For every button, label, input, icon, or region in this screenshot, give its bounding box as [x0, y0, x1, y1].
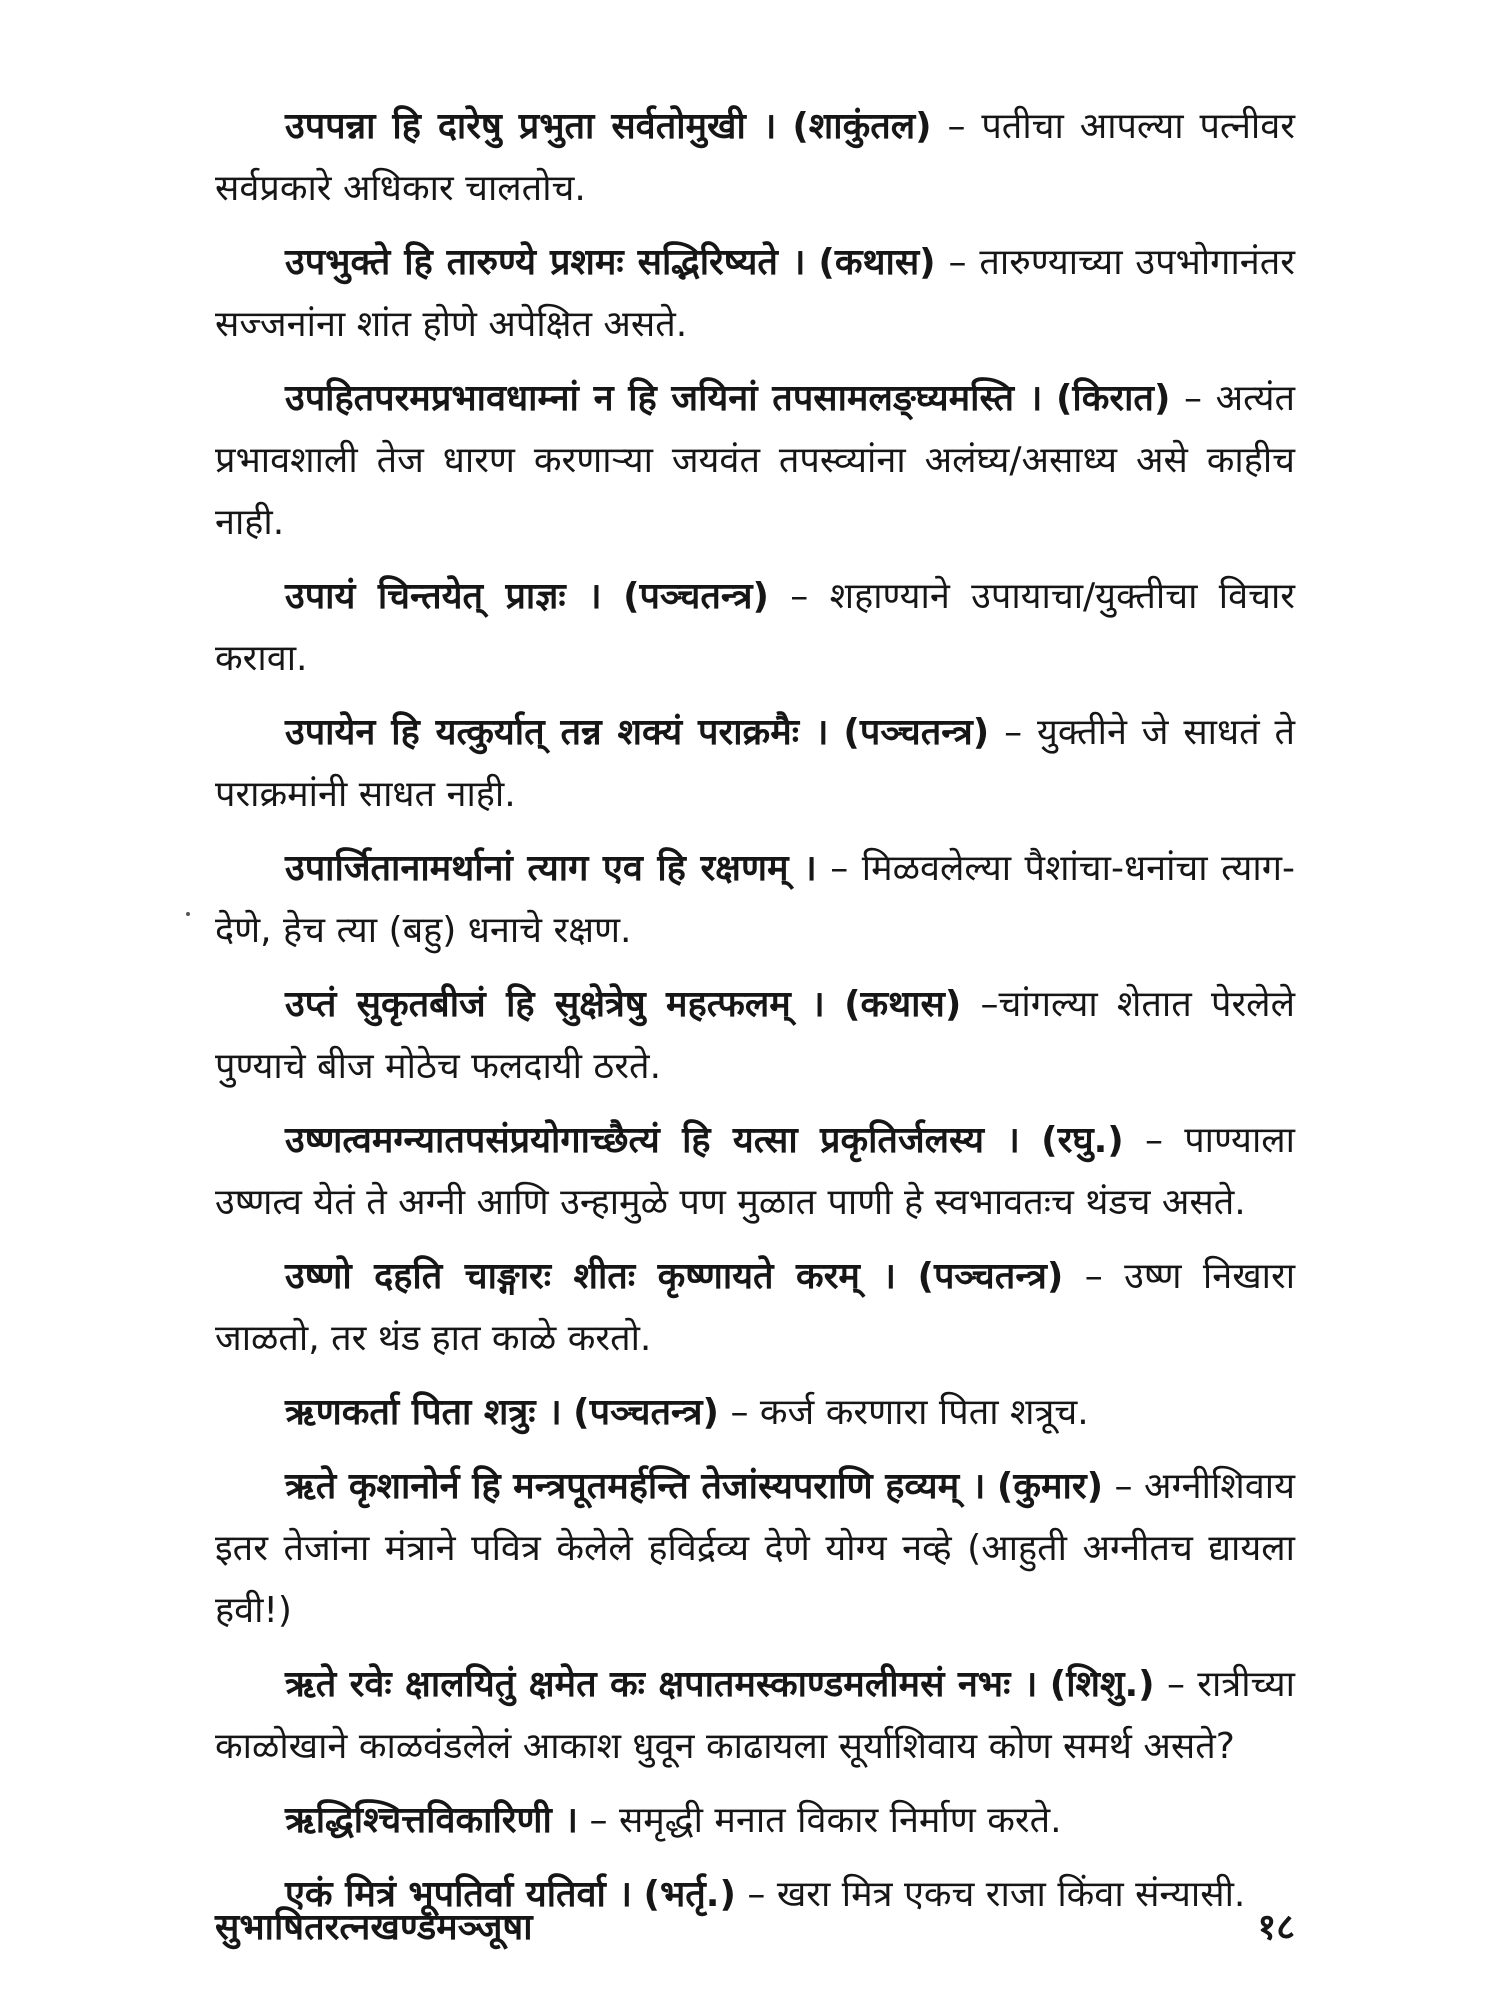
sanskrit-quote: उपार्जितानामर्थानां त्याग एव हि रक्षणम् । — [285, 848, 817, 889]
proverb-entry — [215, 368, 1295, 554]
sanskrit-quote: उपायेन हि यत्कुर्यात् तन्न शक्यं पराक्रमैः । — [285, 712, 829, 753]
sanskrit-quote: उपहितपरमप्रभावधाम्नां न हि जयिनां तपसामलङ्घ्यमस्ति । — [285, 378, 1043, 419]
sanskrit-quote: उष्णत्वमग्न्यातपसंप्रयोगाच्छैत्यं हि यत्सा प्रकृतिर्जलस्य । — [285, 1120, 1020, 1161]
print-speck — [186, 912, 190, 916]
marathi-meaning: – समृद्धी मनात विकार निर्माण करते. — [589, 1800, 1062, 1841]
proverb-entry — [215, 974, 1295, 1098]
marathi-meaning: – रात्रीच्या काळोखाने काळवंडलेलं आकाश धुवून काढायला सूर्याशिवाय कोण समर्थ असते? — [215, 1664, 1295, 1767]
sanskrit-quote: उप्तं सुकृतबीजं हि सुक्षेत्रेषु महत्फलम् । — [285, 984, 825, 1025]
marathi-meaning: – मिळवलेल्या पैशांचा-धनांचा त्याग-देणे, हेच त्या (बहु) धनाचे रक्षण. — [215, 848, 1295, 951]
source-reference: (पञ्चतन्त्र) — [917, 1256, 1064, 1297]
marathi-meaning: – कर्ज करणारा पिता शत्रूच. — [730, 1392, 1089, 1433]
source-reference: (शिशु.) — [1049, 1664, 1155, 1705]
marathi-meaning: – युक्तीने जे साधतं ते पराक्रमांनी साधत नाही. — [215, 712, 1295, 815]
proverb-entry — [215, 232, 1295, 356]
marathi-meaning: – पाण्याला उष्णत्व येतं ते अग्नी आणि उन्हामुळे पण मुळात पाणी हे स्वभावतःच थंडच असते. — [215, 1120, 1295, 1223]
book-title: सुभाषितरत्नखण्डमञ्जूषा — [215, 1907, 533, 1948]
source-reference: (कथास) — [818, 242, 936, 283]
sanskrit-quote: उपभुक्ते हि तारुण्ये प्रशमः सद्भिरिष्यते । — [285, 242, 806, 283]
sanskrit-quote: ऋते रवेः क्षालयितुं क्षमेत कः क्षपातमस्काण्डमलीमसं नभः । — [285, 1664, 1038, 1705]
proverb-entry — [215, 1654, 1295, 1778]
marathi-meaning: – पतीचा आपल्या पत्नीवर सर्वप्रकारे अधिकार चालतोच. — [215, 106, 1295, 209]
page-number: १८ — [1257, 1907, 1295, 1948]
proverb-entry — [215, 96, 1295, 220]
sanskrit-quote: उपायं चिन्तयेत् प्राज्ञः । — [285, 576, 602, 617]
source-reference: (कुमार) — [996, 1466, 1104, 1507]
proverb-entry — [215, 1790, 1295, 1852]
proverb-entry — [215, 702, 1295, 826]
marathi-meaning: – अत्यंत प्रभावशाली तेज धारण करणाऱ्या जयवंत तपस्व्यांना अलंघ्य/असाध्य असे काहीच नाही. — [215, 378, 1295, 543]
sanskrit-quote: उष्णो दहति चाङ्गारः शीतः कृष्णायते करम् । — [285, 1256, 897, 1297]
source-reference: (रघु.) — [1041, 1120, 1124, 1161]
sanskrit-quote: ऋते कृशानोर्न हि मन्त्रपूतमर्हन्ति तेजांस्यपराणि हव्यम् । — [285, 1466, 986, 1507]
marathi-meaning: – खरा मित्र एकच राजा किंवा संन्यासी. — [747, 1874, 1246, 1915]
proverb-entry — [215, 1110, 1295, 1234]
proverb-entry — [215, 1456, 1295, 1642]
proverb-entry — [215, 1382, 1295, 1444]
source-reference: (पञ्चतन्त्र) — [573, 1392, 720, 1433]
source-reference: (पञ्चतन्त्र) — [843, 712, 990, 753]
source-reference: (कथास) — [844, 984, 962, 1025]
source-reference: (पञ्चतन्त्र) — [623, 576, 769, 617]
source-reference: (शाकुंतल) — [792, 106, 932, 147]
sanskrit-quote: ऋद्धिश्चित्तविकारिणी । — [285, 1800, 579, 1841]
marathi-meaning: – तारुण्याच्या उपभोगानंतर सज्जनांना शांत होणे अपेक्षित असते. — [215, 242, 1295, 345]
sanskrit-quote: ऋणकर्ता पिता शत्रुः । — [285, 1392, 562, 1433]
proverb-entry — [215, 566, 1295, 690]
proverb-entry — [215, 1246, 1295, 1370]
marathi-meaning: – अग्नीशिवाय इतर तेजांना मंत्राने पवित्र केलेले हविर्द्रव्य देणे योग्य नव्हे (आहुती अग्नीतच द्यायला हवी!) — [215, 1466, 1295, 1631]
marathi-meaning: – उष्ण निखारा जाळतो, तर थंड हात काळे करतो. — [215, 1256, 1296, 1359]
source-reference: (भर्तृ.) — [643, 1874, 736, 1915]
sanskrit-quote: एकं मित्रं भूपतिर्वा यतिर्वा । — [285, 1874, 633, 1915]
page-footer — [215, 1898, 1295, 1958]
marathi-meaning: – शहाण्याने उपायाचा/युक्तीचा विचार करावा. — [215, 576, 1295, 679]
sanskrit-quote: उपपन्ना हि दारेषु प्रभुता सर्वतोमुखी । — [285, 106, 777, 147]
proverb-entry — [215, 838, 1295, 962]
marathi-meaning: –चांगल्या शेतात पेरलेले पुण्याचे बीज मोठेच फलदायी ठरते. — [215, 984, 1295, 1087]
source-reference: (किरात) — [1055, 378, 1171, 419]
page-body — [215, 96, 1296, 1915]
